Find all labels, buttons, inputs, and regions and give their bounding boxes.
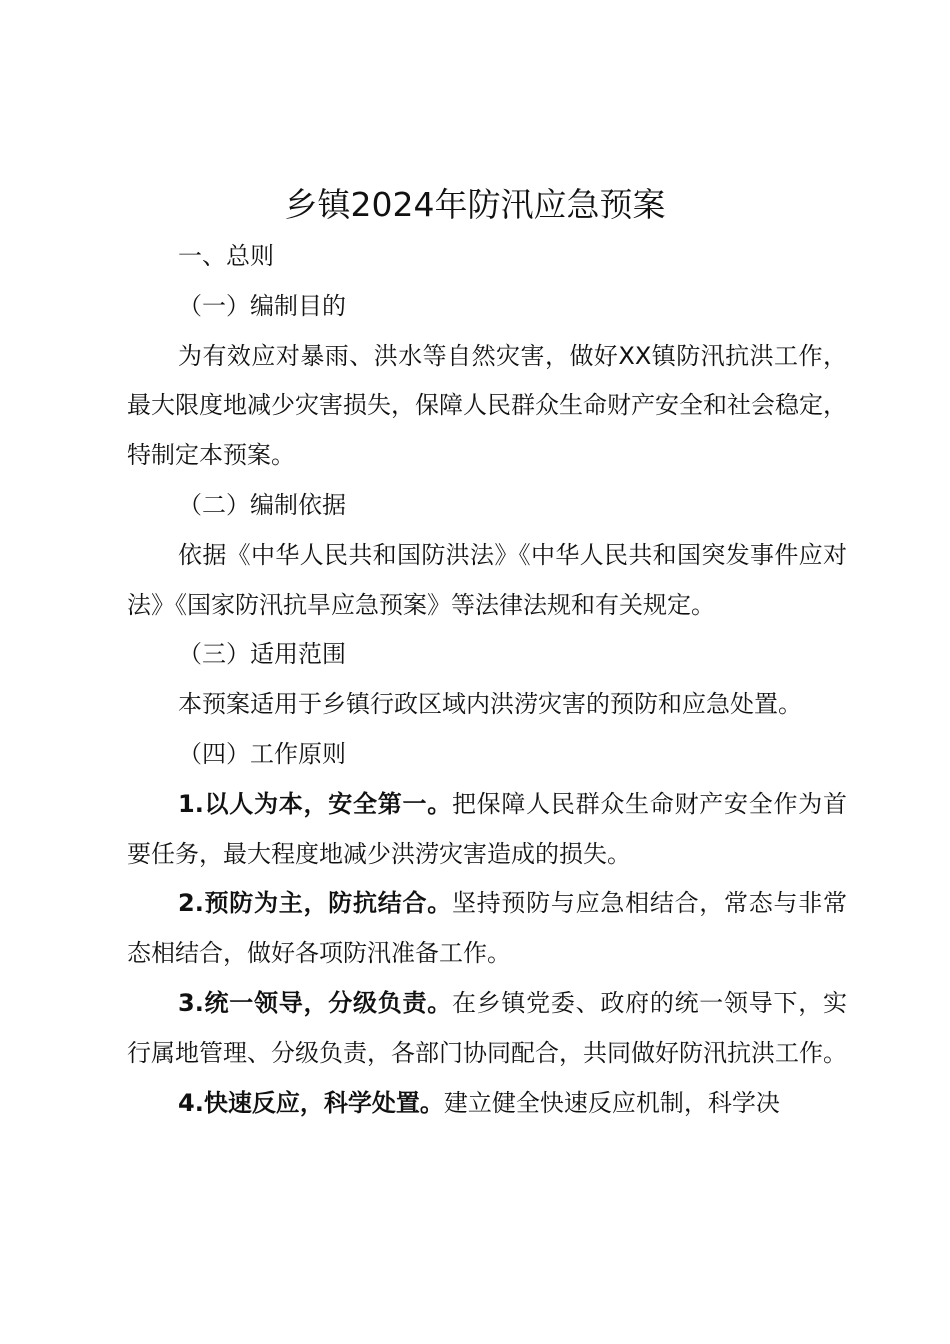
subsection-heading-scope: （三）适用范围	[178, 640, 346, 669]
subsection-heading-basis: （二）编制依据	[178, 490, 346, 519]
principle-text: 坚持预防与应急相结合，常态与非常态相结合，做好各项防汛准备工作。	[127, 889, 847, 968]
principle-lead: 4.快速反应，科学处置。	[178, 1088, 444, 1117]
principle-text: 建立健全快速反应机制，科学决	[443, 1088, 780, 1117]
document-body	[127, 232, 847, 1128]
principle-lead: 3.统一领导，分级负责。	[178, 988, 452, 1017]
document-title: 乡镇2024年防汛应急预案	[284, 185, 666, 224]
principle-item	[127, 979, 847, 1079]
paragraph-purpose: 为有效应对暴雨、洪水等自然灾害，做好XX镇防汛抗洪工作，最大限度地减少灾害损失，保障人民群众生命财产安全和社会稳定，特制定本预案。	[127, 341, 847, 470]
principle-lead: 1.以人为本，安全第一。	[178, 789, 452, 818]
principle-item	[127, 780, 847, 880]
principle-text: 在乡镇党委、政府的统一领导下，实行属地管理、分级负责，各部门协同配合，共同做好防汛抗洪工作。	[127, 988, 847, 1067]
principle-item	[127, 879, 847, 979]
paragraph-scope: 本预案适用于乡镇行政区域内洪涝灾害的预防和应急处置。	[178, 690, 802, 719]
subsection-heading-principles: （四）工作原则	[178, 739, 346, 768]
subsection-heading-purpose: （一）编制目的	[178, 291, 346, 320]
paragraph-basis: 依据《中华人民共和国防洪法》《中华人民共和国突发事件应对法》《国家防汛抗旱应急预案》等法律法规和有关规定。	[127, 540, 847, 619]
section-heading-general: 一、总则	[178, 242, 274, 270]
principle-item	[127, 1079, 847, 1129]
principle-lead: 2.预防为主，防抗结合。	[178, 889, 452, 918]
principle-text: 把保障人民群众生命财产安全作为首要任务，最大程度地减少洪涝灾害造成的损失。	[127, 789, 847, 868]
